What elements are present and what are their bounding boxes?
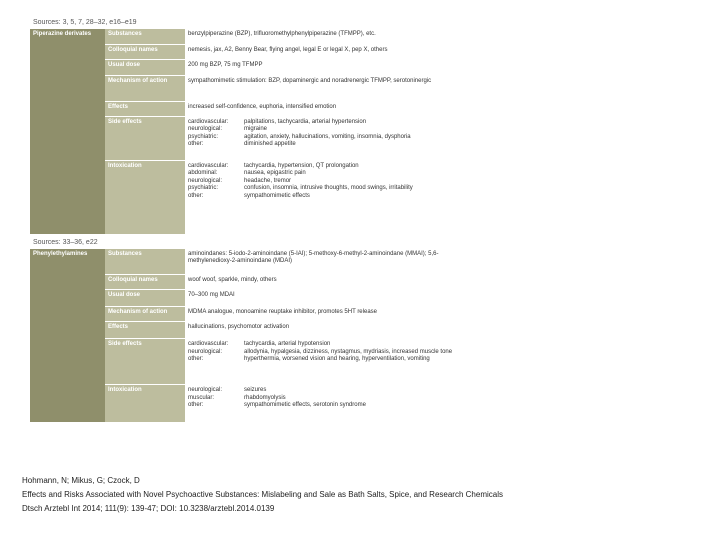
row-value: woof woof, sparkle, mindy, others	[185, 275, 482, 290]
sub-key: muscular:	[188, 394, 215, 401]
sub-value: headache, tremor	[244, 177, 292, 184]
sub-value: diminished appetite	[244, 141, 296, 147]
piperazine-table	[30, 29, 482, 235]
row-value: increased self-confidence, euphoria, intensified emotion	[185, 101, 482, 116]
sub-key: psychiatric:	[188, 133, 219, 140]
sub-value: agitation, anxiety, hallucinations, vomiting, insomnia, dysphoria	[244, 133, 411, 140]
sub-item	[188, 134, 479, 142]
sub-value: palpitations, tachycardia, arterial hypertension	[244, 118, 367, 125]
document-table	[30, 18, 482, 423]
sub-item	[188, 387, 479, 395]
sub-item	[188, 402, 479, 410]
row-label: Substances	[105, 29, 185, 44]
row-value	[185, 385, 482, 423]
sub-value: hyperthermia, worsened vision and hearing, hyperventilation, vomiting	[244, 356, 430, 362]
row-value: 70–300 mg MDAI	[185, 290, 482, 307]
row-label: Intoxication	[105, 385, 185, 423]
sub-item	[188, 341, 479, 349]
sub-key: neurological:	[188, 177, 223, 184]
sub-key: other:	[188, 402, 204, 408]
sub-value: confusion, insomnia, intrusive thoughts, mood swings, irritability	[244, 185, 413, 191]
caption-citation: Dtsch Arztebl Int 2014; 111(9): 139-47; DOI: 10.3238/arztebl.2014.0139	[22, 504, 275, 513]
sub-value: rhabdomyolysis	[244, 394, 286, 401]
sub-key: neurological:	[188, 387, 223, 393]
row-label: Side effects	[105, 339, 185, 385]
sources-line: Sources: 33–36, e22	[33, 238, 98, 246]
row-value: aminoindanes: 5-iodo-2-aminoindane (5-IAI); 5-methoxy-6-methyl-2-aminoindane (MMAI); 5,6-methylenedioxy-2-aminoindane (MDAI)	[185, 249, 482, 275]
row-value: nemesis, jax, A2, Benny Bear, flying angel, legal E or legal X, pep X, others	[185, 44, 482, 59]
sub-value: sympathomimetic effects, serotonin syndrome	[244, 402, 366, 408]
row-label: Effects	[105, 101, 185, 116]
sub-item	[188, 356, 479, 364]
sub-key: other:	[188, 192, 204, 199]
sub-key: neurological:	[188, 126, 223, 132]
citation-caption	[22, 474, 503, 516]
row-value	[185, 339, 482, 385]
category-cell: Piperazine derivates	[30, 29, 105, 234]
sub-item	[188, 185, 479, 193]
sub-value: tachycardia, hypertension, QT prolongation	[244, 162, 359, 169]
sub-item	[188, 178, 479, 186]
sub-key: abdominal:	[188, 170, 218, 176]
row-label: Usual dose	[105, 59, 185, 75]
sub-key: other:	[188, 356, 204, 362]
row-label: Usual dose	[105, 290, 185, 307]
category-cell: Phenylethylamines	[30, 249, 105, 423]
caption-authors: Hohmann, N; Mikus, G; Czock, D	[22, 476, 140, 485]
sub-key: cardiovascular:	[188, 118, 229, 125]
row-label: Mechanism of action	[105, 307, 185, 322]
phenylethylamine-table	[30, 249, 482, 424]
sub-item	[188, 141, 479, 149]
sources-line: Sources: 3, 5, 7, 28–32, e16–e19	[33, 19, 137, 26]
row-label: Colloquial names	[105, 275, 185, 290]
row-label: Mechanism of action	[105, 75, 185, 101]
row-label: Effects	[105, 322, 185, 339]
sub-value: sympathomimetic effects	[244, 192, 310, 199]
sub-value: tachycardia, arterial hypotension	[244, 341, 331, 347]
sub-value: allodynia, hypalgesia, dizziness, nystagmus, mydriasis, increased muscle tone	[244, 348, 453, 355]
row-label: Substances	[105, 249, 185, 275]
row-value	[185, 160, 482, 234]
row-value: MDMA analogue, monoamine reuptake inhibitor, promotes 5HT release	[185, 307, 482, 322]
sub-key: psychiatric:	[188, 185, 219, 191]
sub-item	[188, 163, 479, 171]
sub-value: migraine	[244, 126, 268, 132]
row-value	[185, 116, 482, 160]
sub-item	[188, 193, 479, 201]
row-label: Side effects	[105, 116, 185, 160]
sub-key: cardiovascular:	[188, 341, 229, 347]
sub-value: nausea, epigastric pain	[244, 170, 306, 176]
sub-item	[188, 170, 479, 178]
sub-item	[188, 395, 479, 403]
row-value: benzylpiperazine (BZP), trifluoromethylphenylpiperazine (TFMPP), etc.	[185, 29, 482, 44]
row-label: Intoxication	[105, 160, 185, 234]
row-value: hallucinations, psychomotor activation	[185, 322, 482, 339]
sub-key: neurological:	[188, 348, 223, 355]
sub-key: other:	[188, 141, 204, 147]
sub-item	[188, 119, 479, 127]
row-value: 200 mg BZP, 75 mg TFMPP	[185, 59, 482, 75]
row-value: sympathomimetic stimulation: BZP, dopaminergic and noradrenergic TFMPP, serotoninergic	[185, 75, 482, 101]
sub-item	[188, 349, 479, 357]
caption-title: Effects and Risks Associated with Novel Psychoactive Substances: Mislabeling and Sale as Bath Salts, Spice, and Research Chemicals	[22, 490, 503, 499]
sub-value: seizures	[244, 387, 267, 393]
sub-item	[188, 126, 479, 134]
sub-key: cardiovascular:	[188, 162, 229, 169]
row-label: Colloquial names	[105, 44, 185, 59]
